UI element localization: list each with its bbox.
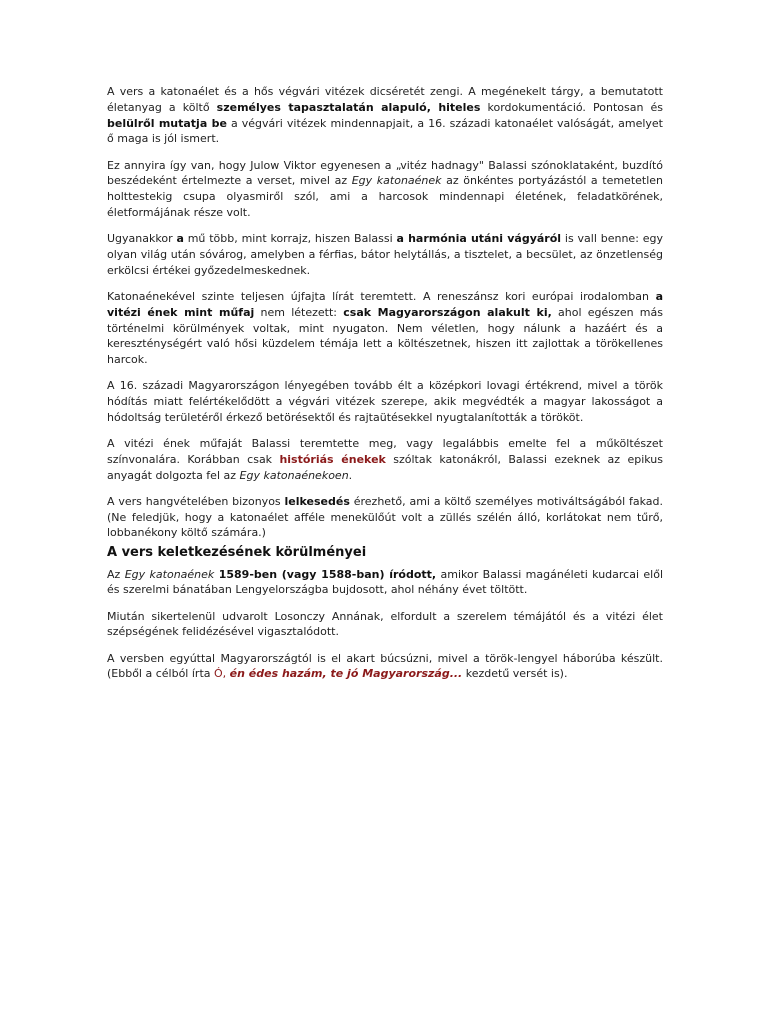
text: A 16. századi Magyarországon lényegében tovább élt a középkori lovagi értékrend, mivel a török hódítás miatt felértékelődött a végvári vitézek szerepe, akik megvédték a magyar lakosságot a hódoltság területéről érkező betörésektől és rajtaütésekkel nyugtalanították a törököt. (107, 379, 663, 424)
text: nem létezett: (254, 305, 344, 319)
text: érezhető, ami a költő személyes motiváltságából fakad. (Ne feledjük, hogy a katonaélet afféle menekülőút volt a züllés szélén álló, korlátokat nem tűrő, lobbanékony költő számára.) (107, 494, 663, 540)
text: Az (107, 567, 125, 581)
text: A versben egyúttal Magyarországtól is el akart búcsúzni, mivel a török-lengyel háborúba készült. (Ebből a célból írta (107, 651, 663, 681)
section-heading: A vers keletkezésének körülményei (107, 544, 367, 560)
poem-link[interactable]: én édes hazám, te jó Magyarország... (229, 667, 463, 681)
bold-text: a harmónia utáni vágyáról (396, 232, 562, 246)
paragraph-5 (107, 378, 663, 425)
text: szóltak katonákról, Balassi ezeknek az epikus anyagát dolgozta fel az (107, 452, 663, 482)
text: . (348, 468, 353, 482)
bold-text: személyes tapasztalatán alapuló, hiteles (216, 100, 481, 114)
text: is vall benne: egy olyan világ után sóvárog, amelyben a férfias, bátor helytállás, a tisztelet, a becsület, az önzetlenség erkölcsi értékei győzedelmeskednek. (107, 232, 663, 277)
text: Ez annyira így van, hogy Julow Viktor egyenesen a „vitéz hadnagy" Balassi szónoklataként, buzdító beszédeként értelmezte a verset, mivel az (107, 158, 663, 188)
italic-title: Egy katonaének (124, 567, 215, 581)
paragraph-3 (107, 231, 663, 278)
text: az önkéntes portyázástól a temetetlen holttestekig csupa olyasmiről szól, ami a harcosok mindennapi életének, feladatkörének, életformájának része volt. (107, 174, 664, 219)
paragraph-7 (107, 494, 663, 541)
text: ahol egészen más történelmi körülmények voltak, mint nyugaton. Nem véletlen, hogy nálunk a hazáért és a kereszténységért való hősi küzdelem témája lett a költészetnek, hiszen itt zajlottak a törökellenes harcok. (107, 305, 663, 367)
paragraph-10 (107, 651, 663, 683)
text: Ugyanakkor (107, 232, 177, 246)
text: kezdetű versét is). (462, 667, 568, 681)
text: amikor Balassi magánéleti kudarcai elől és szerelmi bánatában Lengyelországba bujdosott, ahol néhány évet töltött. (107, 567, 664, 597)
text: Miután sikertelenül udvarolt Losonczy Annának, elfordult a szerelem témájától és a vitézi élet szépségének felidézésével vigasztalódott. (107, 609, 663, 639)
bold-text: belülről mutatja be (107, 116, 227, 130)
bold-text: csak Magyarországon alakult ki, (343, 305, 552, 319)
text: a végvári vitézek mindennapjait, a 16. századi katonaélet valóságát, amelyet ő maga is jól ismert. (107, 116, 663, 146)
bold-text: 1589-ben (vagy 1588-ban) íródott, (218, 567, 437, 581)
text: A vitézi ének műfaját Balassi teremtette meg, vagy legalábbis emelte fel a műköltészet színvonalára. Korábban csak (107, 437, 663, 466)
historias-enekek-link[interactable]: históriás énekek (279, 452, 386, 466)
paragraph-8 (107, 567, 663, 599)
italic-title: Egy katonaének (351, 174, 442, 188)
text: Katonaénekével szinte teljesen újfajta lírát teremtett. A reneszánsz kori európai irodalomban (107, 289, 656, 303)
text: kordokumentáció. Pontosan és (480, 100, 664, 114)
document-page (107, 84, 663, 693)
poem-link-start[interactable]: Ó, (214, 667, 230, 681)
bold-text: a vitézi ének mint műfaj (107, 289, 663, 319)
bold-text: lelkesedés (284, 494, 350, 508)
paragraph-1 (107, 84, 663, 147)
paragraph-9 (107, 609, 663, 641)
bold-text: a (176, 232, 184, 246)
text: A vers a katonaélet és a hős végvári vitézek dicséretét zengi. A megénekelt tárgy, a bemutatott életanyag a költő (107, 85, 663, 114)
paragraph-6 (107, 436, 663, 483)
paragraph-2 (107, 158, 663, 221)
paragraph-4 (107, 289, 663, 368)
text: A vers hangvételében bizonyos (107, 494, 285, 508)
italic-title: Egy katonaénekoen (239, 468, 349, 482)
text: mű több, mint korrajz, hiszen Balassi (183, 232, 397, 246)
